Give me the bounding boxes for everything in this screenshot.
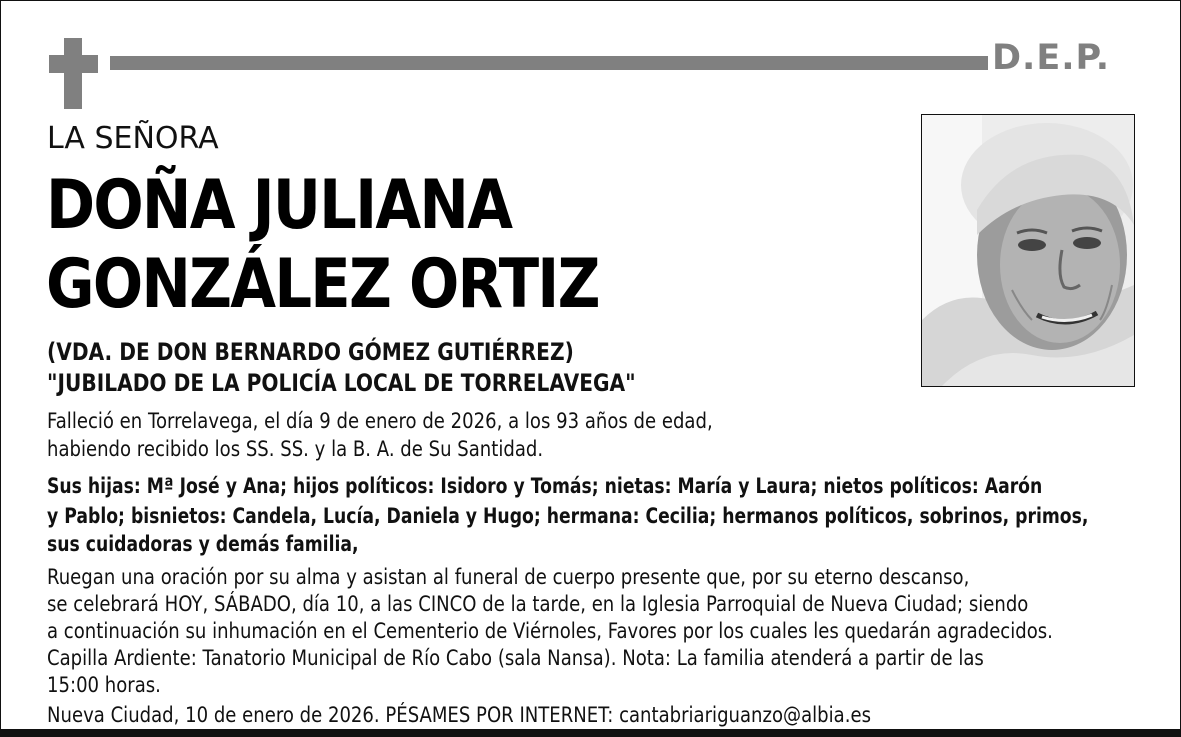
bottom-border bbox=[0, 729, 1181, 737]
funeral-line3: a continuación su inhumación en el Cementerio de Viérnoles, Favores por los cuales les quedarán agradecidos. bbox=[47, 619, 1053, 643]
footer-condolences-line: Nueva Ciudad, 10 de enero de 2026. PÉSAMES POR INTERNET: cantabriariguanzo@albia.es bbox=[47, 703, 871, 727]
deceased-name-line2: GONZÁLEZ ORTIZ bbox=[46, 245, 599, 324]
funeral-line5: 15:00 horas. bbox=[47, 673, 161, 697]
family-line3: sus cuidadoras y demás familia, bbox=[47, 532, 359, 556]
deceased-name-line1: DOÑA JULIANA bbox=[46, 166, 512, 245]
widow-of-line: (VDA. DE DON BERNARDO GÓMEZ GUTIÉRREZ) bbox=[47, 338, 574, 366]
family-line2: y Pablo; bisnietos: Candela, Lucía, Daniela y Hugo; hermana: Cecilia; hermanos políticos, sobrinos, primos, bbox=[47, 504, 1089, 528]
death-info-line1: Falleció en Torrelavega, el día 9 de enero de 2026, a los 93 años de edad, bbox=[47, 409, 713, 433]
funeral-line1: Ruegan una oración por su alma y asistan al funeral de cuerpo presente que, por su eterno descanso, bbox=[47, 565, 970, 589]
funeral-line4: Capilla Ardiente: Tanatorio Municipal de Río Cabo (sala Nansa). Nota: La familia atenderá a partir de las bbox=[47, 646, 984, 670]
portrait-photo bbox=[921, 114, 1135, 387]
cross-horizontal-bar bbox=[49, 55, 98, 73]
cross-vertical-bar bbox=[64, 38, 82, 109]
funeral-line2: se celebrará HOY, SÁBADO, día 10, a las CINCO de la tarde, en la Iglesia Parroquial de Nueva Ciudad; siendo bbox=[47, 592, 1029, 616]
dep-badge: D.E.P. bbox=[992, 38, 1111, 78]
deceased-title: LA SEÑORA bbox=[47, 121, 219, 156]
occupation-line: "JUBILADO DE LA POLICÍA LOCAL DE TORRELAVEGA" bbox=[47, 369, 636, 397]
death-info-line2: habiendo recibido los SS. SS. y la B. A. de Su Santidad. bbox=[47, 437, 544, 461]
family-line1: Sus hijas: Mª José y Ana; hijos políticos: Isidoro y Tomás; nietas: María y Laura; nietos políticos: Aarón bbox=[47, 474, 1043, 498]
header-rule bbox=[110, 56, 988, 70]
